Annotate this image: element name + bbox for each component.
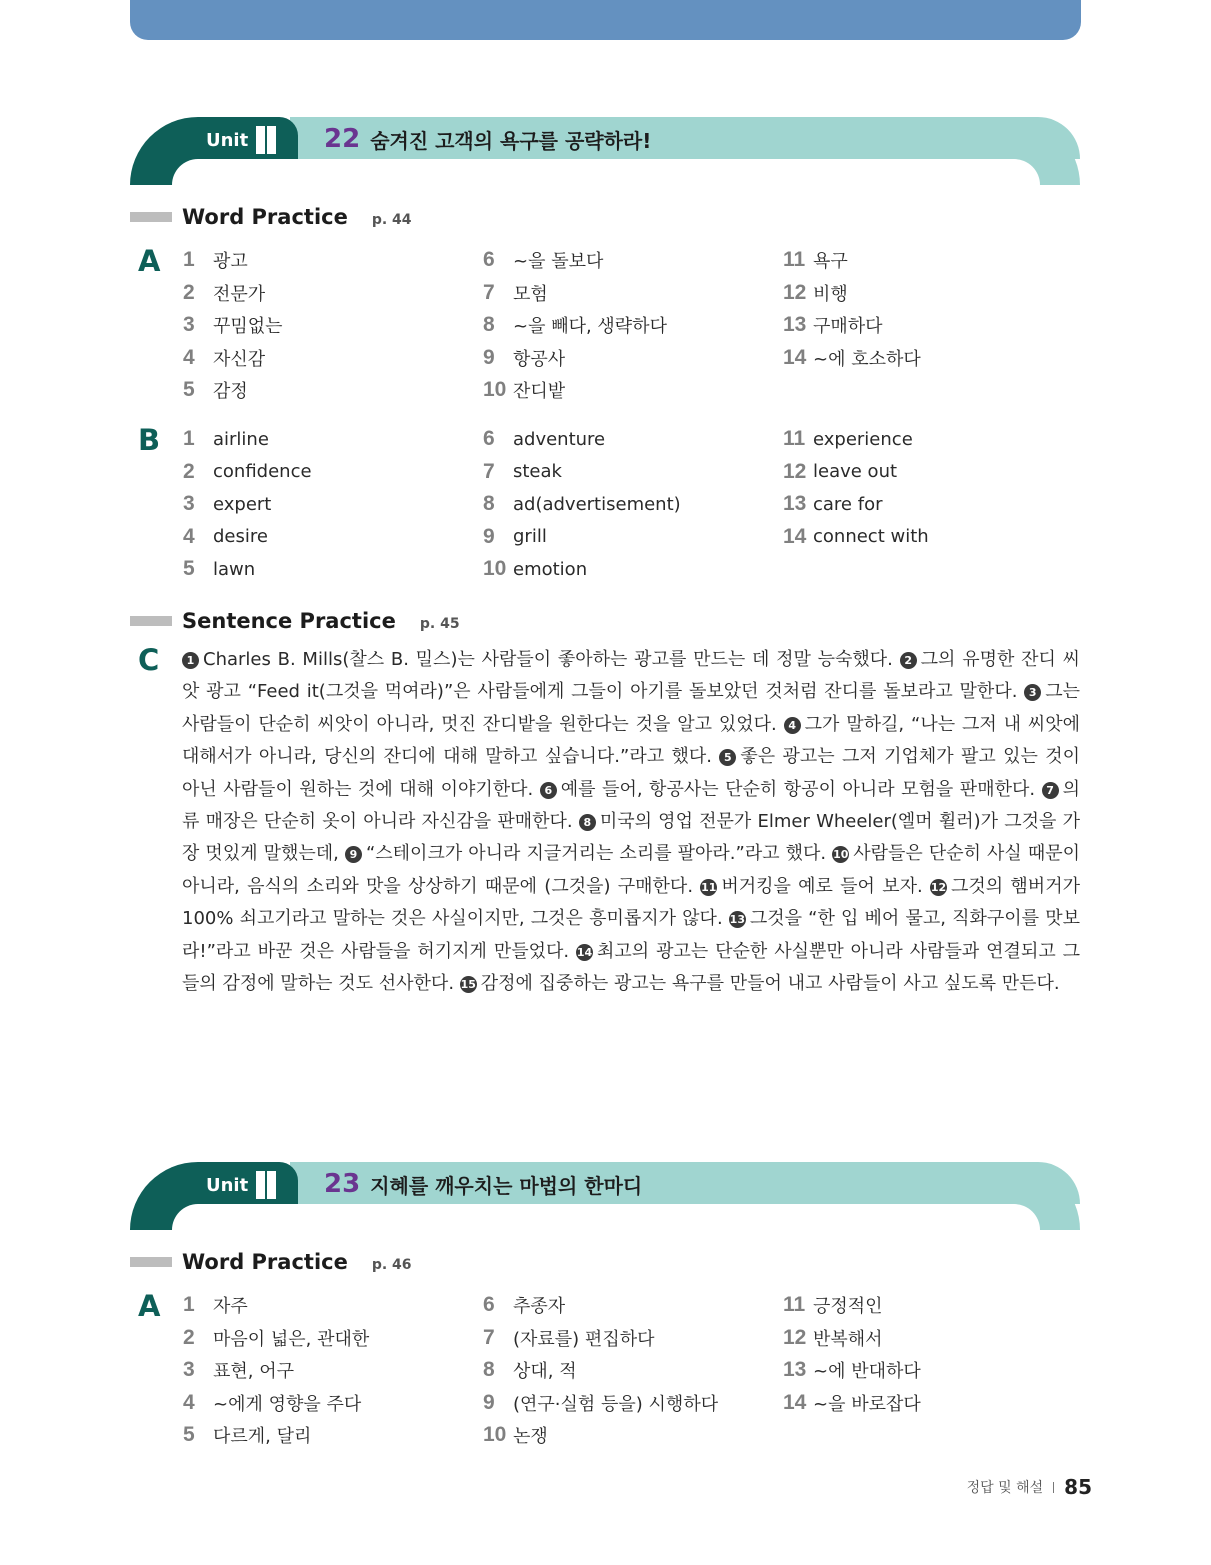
heading-bar (130, 1257, 172, 1267)
sentence-number-badge: 14 (576, 945, 593, 959)
word-item (183, 521, 312, 554)
word-column (183, 1289, 369, 1452)
sentence-text: 그것의 햄버거가 100% 쇠고기라고 말하는 것은 사실이지만, 그것은 흥미롭지가 않다. (182, 875, 1080, 930)
word-item (483, 374, 667, 407)
footer-divider (1053, 1482, 1054, 1493)
word-item (783, 244, 921, 277)
item-answer: 긍정적인 (813, 1296, 883, 1318)
item-number: 10 (483, 557, 507, 581)
item-answer: ~에 호소하다 (813, 348, 921, 370)
unit-header-23 (130, 1162, 1080, 1230)
sentence-text: Charles B. Mills(찰스 B. 밀스)는 사람들이 좋아하는 광고를 만드는 데 정말 능숙했다. (203, 649, 893, 670)
item-number: 5 (183, 557, 195, 581)
section-title: Sentence Practice (182, 609, 396, 633)
word-item (783, 1354, 921, 1387)
sentence-number-badge: 10 (833, 848, 849, 862)
lesson-number: 22 (324, 124, 361, 154)
word-item (183, 1419, 369, 1452)
item-number: 4 (183, 345, 195, 369)
word-item (783, 1387, 921, 1420)
lesson-title-text: 지혜를 깨우치는 마법의 한마디 (370, 1173, 643, 1198)
unit-header-22 (130, 117, 1080, 185)
word-item (483, 521, 681, 554)
item-number: 1 (183, 248, 195, 272)
sentence-text: 의류 매장은 단순히 옷이 아니라 자신감을 판매한다. (182, 778, 1080, 833)
word-item (483, 277, 667, 310)
word-item (183, 374, 283, 407)
item-number: 6 (483, 1293, 495, 1317)
word-item (483, 342, 667, 375)
sentence-number-badge: 3 (1024, 684, 1041, 701)
item-number: 12 (783, 459, 807, 483)
item-number: 8 (483, 492, 495, 516)
unit-label (206, 1171, 276, 1199)
word-item (483, 423, 681, 456)
item-answer: (연구·실험 등을) 시행하다 (513, 1393, 719, 1415)
item-number: 13 (783, 313, 807, 337)
word-item (183, 1289, 369, 1322)
exercise-letter-a: A (138, 244, 161, 278)
item-answer: 자주 (213, 1296, 248, 1318)
item-number: 8 (483, 1358, 495, 1382)
item-number: 3 (183, 313, 195, 337)
section-title: Word Practice (182, 1250, 348, 1274)
word-item (483, 553, 681, 586)
item-answer: experience (813, 428, 913, 450)
item-number: 11 (783, 427, 806, 451)
word-column (483, 1289, 718, 1452)
sentence-number-badge: 8 (579, 814, 596, 831)
word-item (783, 456, 929, 489)
word-column (183, 423, 312, 586)
word-item (783, 309, 921, 342)
sentence-translation-body (182, 644, 1080, 1000)
lesson-number: 23 (324, 1169, 361, 1199)
word-item (183, 342, 283, 375)
item-answer: lawn (213, 558, 256, 580)
item-answer: 비행 (813, 283, 848, 305)
word-item (483, 309, 667, 342)
item-number: 9 (483, 1390, 495, 1414)
word-item (183, 1387, 369, 1420)
item-number: 7 (483, 1325, 495, 1349)
unit-number-badge (256, 126, 276, 154)
item-answer: ~을 빼다, 생략하다 (513, 316, 667, 338)
item-number: 1 (183, 427, 195, 451)
item-number: 10 (483, 378, 507, 402)
word-column (483, 423, 681, 586)
item-answer: 잔디밭 (513, 381, 566, 403)
item-number: 4 (183, 1390, 195, 1414)
word-item (783, 423, 929, 456)
word-item (783, 1322, 921, 1355)
item-number: 4 (183, 524, 195, 548)
item-answer: 다르게, 달리 (213, 1426, 312, 1448)
item-answer: 전문가 (213, 283, 266, 305)
item-answer: ~을 바로잡다 (813, 1393, 921, 1415)
item-answer: ad(advertisement) (513, 493, 681, 515)
sentence-number-badge: 4 (784, 717, 801, 734)
word-item (183, 309, 283, 342)
item-number: 2 (183, 280, 195, 304)
item-number: 7 (483, 459, 495, 483)
sentence-number-badge: 5 (719, 749, 736, 766)
word-practice-heading (130, 1250, 412, 1274)
exercise-letter-b: B (138, 423, 161, 457)
item-number: 12 (783, 1325, 807, 1349)
item-answer: ~에게 영향을 주다 (213, 1393, 362, 1415)
unit-number-badge (256, 1171, 276, 1199)
page-ref: p. 46 (371, 1257, 412, 1273)
header-teal-curve (998, 117, 1080, 185)
item-answer: 감정 (213, 381, 248, 403)
item-number: 12 (783, 280, 807, 304)
word-item (183, 277, 283, 310)
item-answer: 추종자 (513, 1296, 566, 1318)
item-number: 5 (183, 378, 195, 402)
item-answer: 모험 (513, 283, 548, 305)
word-item (783, 521, 929, 554)
item-number: 2 (183, 1325, 195, 1349)
item-number: 7 (483, 280, 495, 304)
header-teal-curve (998, 1162, 1080, 1230)
page-ref: p. 45 (419, 616, 460, 632)
word-item (183, 553, 312, 586)
word-item (183, 244, 283, 277)
item-answer: grill (513, 526, 547, 548)
item-number: 2 (183, 459, 195, 483)
item-answer: 항공사 (513, 348, 566, 370)
word-column (783, 423, 929, 553)
item-answer: emotion (513, 558, 588, 580)
word-item (483, 1289, 718, 1322)
item-number: 11 (783, 248, 806, 272)
exercise-letter-c: C (138, 643, 160, 677)
sentence-text: 최고의 광고는 단순한 사실뿐만 아니라 사람들과 연결되고 그들의 감정에 말하는 것도 선사한다. (182, 940, 1081, 995)
item-answer: confidence (213, 461, 312, 483)
item-number: 10 (483, 1423, 507, 1447)
unit-label (206, 126, 276, 154)
item-answer: ~을 돌보다 (513, 251, 604, 273)
sentence-text: 그는 사람들이 단순히 씨앗이 아니라, 멋진 잔디밭을 원한다는 것을 알고 있었다. (182, 681, 1080, 735)
word-column (783, 244, 921, 374)
word-item (783, 342, 921, 375)
item-number: 13 (783, 1358, 807, 1382)
page-footer (967, 1475, 1092, 1499)
word-item (783, 277, 921, 310)
sentence-text: 그의 유명한 잔디 씨앗 광고 “Feed it(그것을 먹여라)”은 사람들에게 그들이 아기를 돌보았던 것처럼 잔디를 돌보라고 말한다. (182, 649, 1080, 703)
heading-bar (130, 212, 172, 222)
sentence-text: 예를 들어, 항공사는 단순히 항공이 아니라 모험을 판매한다. (560, 778, 1036, 800)
sentence-number-badge: 11 (701, 880, 717, 894)
word-item (183, 423, 312, 456)
item-answer: 논쟁 (513, 1426, 548, 1448)
sentence-number-badge: 13 (729, 913, 745, 927)
word-item (483, 488, 681, 521)
item-number: 3 (183, 1358, 195, 1382)
item-answer: 꾸밈없는 (213, 316, 283, 338)
sentence-text: 미국의 영업 전문가 Elmer Wheeler(엘머 휠러)가 그것을 가장 멋있게 말했는데, (182, 811, 1081, 865)
word-item (483, 1419, 718, 1452)
item-number: 9 (483, 345, 495, 369)
exercise-letter-a: A (138, 1289, 161, 1323)
page-number: 85 (1064, 1475, 1092, 1499)
item-number: 14 (783, 1390, 807, 1414)
item-number: 8 (483, 313, 495, 337)
word-item (183, 488, 312, 521)
unit-text: Unit (206, 129, 249, 151)
item-answer: desire (213, 526, 268, 548)
sentence-number-badge: 12 (930, 880, 947, 894)
word-item (483, 1322, 718, 1355)
item-answer: steak (513, 461, 562, 483)
sentence-text: “스테이크가 아니라 지글거리는 소리를 팔아라.”라고 했다. (365, 843, 827, 865)
item-answer: adventure (513, 428, 606, 450)
sentence-text: 감정에 집중하는 광고는 욕구를 만들어 내고 사람들이 사고 싶도록 만든다. (480, 973, 1060, 995)
word-item (783, 488, 929, 521)
word-item (483, 1387, 718, 1420)
lesson-title (324, 1169, 642, 1199)
word-practice-heading (130, 205, 412, 229)
sentence-number-badge: 2 (900, 652, 917, 669)
item-number: 1 (183, 1293, 195, 1317)
item-number: 14 (783, 345, 807, 369)
item-answer: ~에 반대하다 (813, 1361, 921, 1383)
item-answer: 상대, 적 (513, 1361, 577, 1383)
item-answer: 광고 (213, 251, 248, 273)
footer-label: 정답 및 해설 (966, 1480, 1044, 1496)
sentence-number-badge: 7 (1042, 782, 1059, 799)
item-answer: airline (213, 428, 269, 450)
word-column (483, 244, 667, 407)
item-answer: 표현, 어구 (213, 1361, 294, 1383)
word-item (483, 456, 681, 489)
item-answer: 자신감 (213, 348, 266, 370)
item-answer: 구매하다 (813, 316, 883, 338)
item-answer: expert (213, 493, 272, 515)
section-title: Word Practice (182, 205, 348, 229)
item-number: 14 (783, 524, 807, 548)
sentence-text: 그가 말하길, “나는 그저 내 씨앗에 대해서가 아니라, 당신의 잔디에 대해 말하고 싶습니다.”라고 했다. (182, 713, 1081, 768)
item-answer: 욕구 (813, 251, 848, 273)
sentence-text: 버거킹을 예로 들어 보자. (721, 875, 923, 897)
sentence-number-badge: 1 (182, 652, 199, 669)
item-number: 6 (483, 248, 495, 272)
sentence-text: 그것을 “한 입 베어 물고, 직화구이를 맛보라!”라고 바꾼 것은 사람들을 허기지게 만들었다. (182, 908, 1080, 962)
word-column (183, 244, 283, 407)
item-answer: care for (813, 493, 883, 515)
item-answer: connect with (813, 526, 929, 548)
item-number: 11 (783, 1293, 806, 1317)
word-item (783, 1289, 921, 1322)
word-item (183, 456, 312, 489)
word-item (183, 1354, 369, 1387)
item-answer: (자료를) 편집하다 (513, 1328, 655, 1350)
word-item (183, 1322, 369, 1355)
item-number: 6 (483, 427, 495, 451)
sentence-text: 사람들은 단순히 사실 때문이 아니라, 음식의 소리와 맛을 상상하기 때문에 (그것을) 구매한다. (182, 843, 1080, 897)
unit-text: Unit (206, 1174, 249, 1196)
item-number: 5 (183, 1423, 195, 1447)
item-answer: 마음이 넓은, 관대한 (213, 1328, 370, 1350)
heading-bar (130, 616, 172, 626)
sentence-practice-heading (130, 609, 460, 633)
sentence-number-badge: 15 (460, 978, 476, 992)
item-number: 13 (783, 492, 807, 516)
top-color-band (130, 0, 1081, 40)
sentence-number-badge: 6 (540, 782, 557, 799)
sentence-number-badge: 9 (345, 846, 362, 863)
word-item (483, 1354, 718, 1387)
item-number: 9 (483, 524, 495, 548)
page-ref: p. 44 (371, 212, 412, 228)
item-answer: leave out (813, 461, 898, 483)
item-answer: 반복해서 (813, 1328, 883, 1350)
sentence-text: 좋은 광고는 그저 기업체가 팔고 있는 것이 아닌 사람들이 원하는 것에 대해 이야기한다. (182, 746, 1080, 800)
lesson-title (324, 124, 651, 154)
word-column (783, 1289, 921, 1419)
word-item (483, 244, 667, 277)
lesson-title-text: 숨겨진 고객의 욕구를 공략하라! (370, 128, 652, 153)
item-number: 3 (183, 492, 195, 516)
